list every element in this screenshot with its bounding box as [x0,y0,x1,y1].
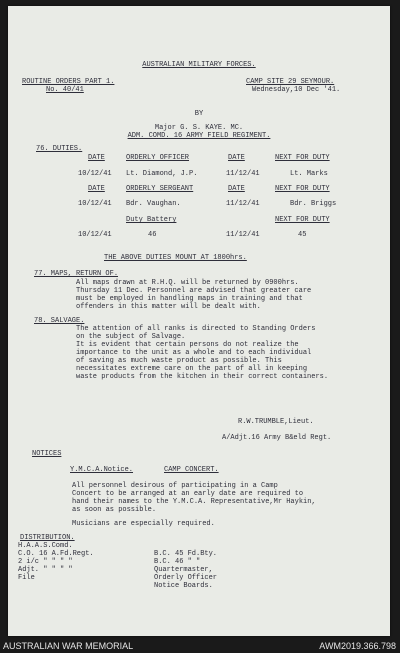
source-credit: AUSTRALIAN WAR MEMORIAL [3,641,134,651]
signature-role: A/Adjt.16 Army B&eld Regt. [222,434,332,442]
distribution-item: Orderly Officer [154,574,218,582]
signature-name: R.W.TRUMBLE,Lieut. [238,418,314,426]
musicians-note: Musicians are especially required. [72,520,215,528]
table-header: DATE [228,185,245,193]
duties-mount-note: THE ABOVE DUTIES MOUNT AT 1800hrs. [104,254,247,262]
table-cell: 46 [148,231,157,239]
table-cell: Lt. Diamond, J.P. [126,170,198,178]
order-number: No. 40/41 [46,86,84,94]
paragraph-line: must be employed in handling maps in training and that [76,295,303,303]
distribution-item: Notice Boards. [154,582,213,590]
paragraph-line: Thursday 11 Dec. Personnel are advised that greater care [76,287,312,295]
table-cell: 45 [298,231,307,239]
routine-orders-label: ROUTINE ORDERS PART 1. [22,78,115,86]
paragraph-line: The attention of all ranks is directed to Standing Orders [76,325,316,333]
table-header: DATE [88,154,105,162]
table-header: NEXT FOR DUTY [275,216,330,224]
paragraph-line: All maps drawn at R.H.Q. will be returned by 0900hrs. [76,279,299,287]
paragraph-line: All personnel desirous of participating in a Camp [72,482,278,490]
accession-number: AWM2019.366.798 [319,641,396,651]
camp-location: CAMP SITE 29 SEYMOUR. [246,78,335,86]
table-header: DATE [88,185,105,193]
table-cell: 11/12/41 [226,231,260,239]
distribution-item: Quartermaster, [154,566,213,574]
paragraph-line: offenders in this matter will be dealt with. [76,303,261,311]
ymca-notice-heading: Y.M.C.A.Notice. [70,466,134,474]
distribution-heading: DISTRIBUTION. [20,534,75,542]
table-cell: Lt. Marks [290,170,328,178]
distribution-item: Adjt. " " " " [18,566,73,574]
duties-heading: 76. DUTIES. [36,145,83,153]
document-sheet [8,6,390,636]
table-cell: 10/12/41 [78,200,112,208]
table-cell: Bdr. Vaughan. [126,200,181,208]
table-cell: 10/12/41 [78,231,112,239]
distribution-item: H.A.A.S.Comd. [18,542,73,550]
document-title: AUSTRALIAN MILITARY FORCES. [142,61,256,69]
table-cell: 11/12/41 [226,170,260,178]
paragraph-line: of saving as much waste product as possible. This [76,357,282,365]
distribution-item: C.O. 16 A.Fd.Regt. [18,550,94,558]
distribution-item: 2 i/c " " " " [18,558,73,566]
camp-concert-heading: CAMP CONCERT. [164,466,219,474]
paragraph-line: waste products from the kitchen in their correct containers. [76,373,329,381]
by-label: BY [194,110,204,118]
maps-heading: 77. MAPS, RETURN OF. [34,270,119,278]
paragraph-line: necessitates extreme care on the part of all in keeping [76,365,308,373]
footer-bar [0,640,400,653]
paragraph-line: importance to the unit as a whole and to each individual [76,349,312,357]
table-header: Duty Battery [126,216,177,224]
paragraph-line: Concert to be arranged at an early date are required to [72,490,304,498]
table-cell: 11/12/41 [226,200,260,208]
author-role: ADM. COMD. 16 ARMY FIELD REGIMENT. [127,132,271,140]
author-name: Major G. S. KAYE. MC. [154,124,244,132]
order-date: Wednesday,10 Dec '41. [252,86,341,94]
table-header: ORDERLY SERGEANT [126,185,194,193]
table-header: NEXT FOR DUTY [275,185,330,193]
table-header: NEXT FOR DUTY [275,154,330,162]
distribution-item: File [18,574,35,582]
paragraph-line: as soon as possible. [72,506,157,514]
table-cell: Bdr. Briggs [290,200,337,208]
notices-heading: NOTICES [32,450,62,458]
table-header: ORDERLY OFFICER [126,154,190,162]
distribution-item: B.C. 45 Fd.Bty. [154,550,218,558]
table-cell: 10/12/41 [78,170,112,178]
table-header: DATE [228,154,245,162]
paragraph-line: on the subject of Salvage. [76,333,186,341]
paragraph-line: hand their names to the Y.M.C.A. Representative,Mr Haykin, [72,498,316,506]
distribution-item: B.C. 46 " " [154,558,201,566]
paragraph-line: It is evident that certain persons do not realize the [76,341,299,349]
salvage-heading: 78. SALVAGE. [34,317,85,325]
